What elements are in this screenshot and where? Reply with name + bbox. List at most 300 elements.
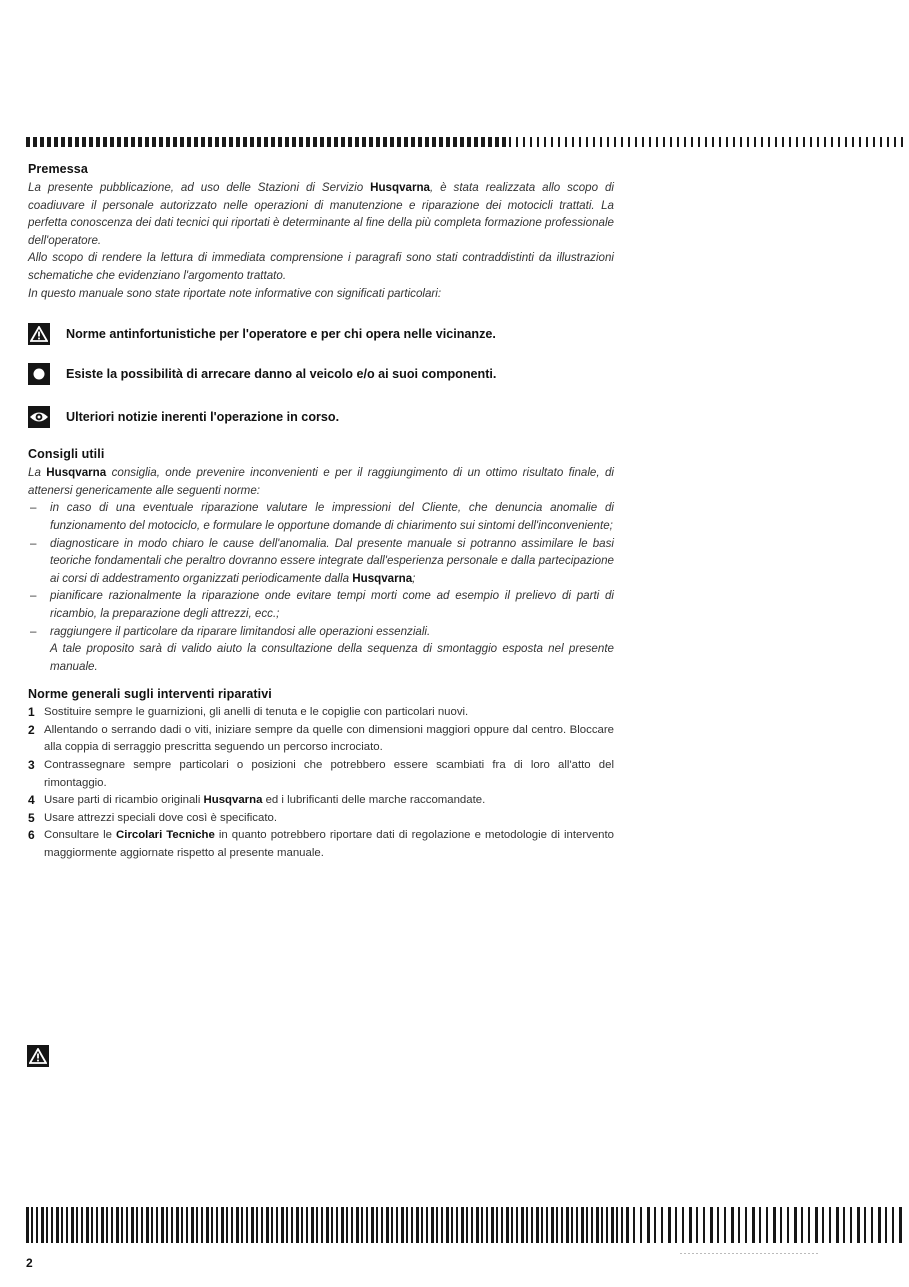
decorative-bar	[243, 137, 247, 147]
decorative-bar	[131, 1207, 134, 1243]
decorative-bar	[571, 1207, 573, 1243]
decorative-bar	[229, 137, 233, 147]
decorative-bar	[383, 137, 387, 147]
decorative-bar	[531, 1207, 533, 1243]
decorative-bar	[838, 137, 840, 147]
decorative-bar	[426, 1207, 428, 1243]
decorative-bar	[766, 1207, 768, 1243]
premessa-paragraph-2: Allo scopo di rendere la lettura di immediata comprensione i paragrafi sono stati contraddistinti da illustrazioni schematiche che evidenziano l'argomento trattato.	[28, 251, 614, 282]
eye-icon	[28, 406, 50, 428]
decorative-bar	[401, 1207, 404, 1243]
decorative-bar	[121, 1207, 123, 1243]
decorative-bar	[171, 1207, 173, 1243]
decorative-bar	[161, 1207, 164, 1243]
consigli-heading: Consigli utili	[28, 447, 105, 462]
decorative-bar	[208, 137, 212, 147]
norme-section	[28, 687, 614, 862]
main-content	[28, 162, 614, 863]
decorative-bar	[684, 137, 686, 147]
decorative-bar	[467, 137, 471, 147]
decorative-bar	[26, 137, 30, 147]
decorative-bar	[246, 1207, 248, 1243]
decorative-bar	[31, 1207, 33, 1243]
brand-name: Husqvarna	[46, 466, 107, 480]
decorative-bar	[446, 1207, 449, 1243]
decorative-bar	[845, 137, 847, 147]
list-item: 4 Usare parti di ricambio originali Husqvarna ed i lubrificanti delle marche raccomandate.	[28, 793, 486, 808]
decorative-bar	[66, 1207, 68, 1243]
norme-heading: Norme generali sugli interventi riparativi	[28, 687, 272, 702]
decorative-bar	[747, 137, 749, 147]
list-item: 6 Consultare le Circolari Tecniche in quanto potrebbero riportare dati di regolazione e metodologie di intervento maggiormente aggiornate rispetto al presente manuale.	[28, 828, 614, 860]
decorative-bar	[215, 137, 219, 147]
decorative-bar	[871, 1207, 873, 1243]
decorative-bar	[551, 1207, 554, 1243]
decorative-bar	[376, 137, 380, 147]
decorative-bar	[156, 1207, 158, 1243]
decorative-bar	[346, 1207, 348, 1243]
decorative-bar	[740, 137, 742, 147]
decorative-bar	[271, 137, 275, 147]
list-item: – in caso di una eventuale riparazione valutare le impressioni del Cliente, che denuncia anomalie di funzionamento del motociclo, e formulare le opportune domande di chiarimento sui sintomi dell'inconveniente;	[30, 501, 614, 532]
consigli-closing: A tale proposito sarà di valido aiuto la consultazione della sequenza di smontaggio esposta nel presente manuale.	[50, 642, 614, 673]
decorative-bar	[281, 1207, 284, 1243]
decorative-bar	[54, 137, 58, 147]
decorative-bar	[331, 1207, 333, 1243]
decorative-bar	[600, 137, 602, 147]
decorative-bar	[446, 137, 450, 147]
decorative-bar	[386, 1207, 389, 1243]
decorative-bar	[320, 137, 324, 147]
decorative-bar	[201, 1207, 203, 1243]
decorative-bar	[530, 137, 532, 147]
decorative-bar	[677, 137, 679, 147]
decorative-bar	[829, 1207, 831, 1243]
consigli-intro: La Husqvarna consiglia, onde prevenire inconvenienti e per il raggiungimento di un ottimo risultato finale, di attenersi genericamente alle seguenti norme:	[28, 466, 614, 497]
decorative-bar	[885, 1207, 887, 1243]
list-item: 5 Usare attrezzi speciali dove così è specificato.	[28, 810, 277, 825]
decorative-bar	[226, 1207, 228, 1243]
decorative-bar	[75, 137, 79, 147]
decorative-bar	[391, 1207, 393, 1243]
decorative-bar	[661, 1207, 663, 1243]
decorative-bar	[689, 1207, 692, 1243]
decorative-bar	[36, 1207, 38, 1243]
decorative-bar	[397, 137, 401, 147]
decorative-bar	[431, 1207, 434, 1243]
decorative-bar	[516, 1207, 518, 1243]
decorative-bar	[576, 1207, 578, 1243]
decorative-bar	[341, 137, 345, 147]
decorative-bar	[759, 1207, 761, 1243]
decorative-bar	[103, 137, 107, 147]
decorative-bar	[311, 1207, 314, 1243]
list-item: – pianificare razionalmente la riparazione onde evitare tempi morti come ad esempio il prelievo di parti di ricambio, la preparazione degli attrezzi, ecc.;	[30, 589, 614, 620]
callout-damage	[28, 362, 614, 386]
decorative-bar	[256, 1207, 258, 1243]
decorative-bar	[572, 137, 574, 147]
decorative-bar	[780, 1207, 782, 1243]
decorative-bar	[201, 137, 205, 147]
decorative-bar	[775, 137, 777, 147]
decorative-bar	[61, 137, 65, 147]
faint-divider	[680, 1253, 820, 1254]
decorative-bar	[733, 137, 735, 147]
decorative-bar	[436, 1207, 438, 1243]
decorative-bar	[366, 1207, 368, 1243]
decorative-bar	[159, 137, 163, 147]
decorative-bar	[136, 1207, 138, 1243]
decorative-bar	[416, 1207, 419, 1243]
decorative-bar	[299, 137, 303, 147]
decorative-bar	[649, 137, 651, 147]
decorative-bar	[68, 137, 72, 147]
decorative-bar	[46, 1207, 48, 1243]
decorative-bar	[705, 137, 707, 147]
decorative-bar	[506, 1207, 509, 1243]
decorative-bar	[461, 1207, 464, 1243]
decorative-bar	[351, 1207, 353, 1243]
decorative-bar	[899, 1207, 902, 1243]
decorative-bar	[502, 137, 506, 147]
decorative-bar	[180, 137, 184, 147]
decorative-bar	[628, 137, 630, 147]
norme-list	[28, 704, 614, 862]
decorative-bar	[47, 137, 51, 147]
decorative-bar	[850, 1207, 852, 1243]
decorative-bar	[670, 137, 672, 147]
decorative-bar	[717, 1207, 719, 1243]
damage-dot-icon	[28, 363, 50, 385]
decorative-bar	[546, 1207, 548, 1243]
decorative-bar	[356, 1207, 359, 1243]
decorative-bar	[292, 137, 296, 147]
decorative-bar	[236, 137, 240, 147]
decorative-bar	[843, 1207, 845, 1243]
decorative-bar	[640, 1207, 642, 1243]
decorative-bar	[241, 1207, 243, 1243]
premessa-paragraph-1: La presente pubblicazione, ad uso delle Stazioni di Servizio Husqvarna, è stata realizzata allo scopo di coadiuvare il personale autorizzato nelle operazioni di manutenzione e riparazione dei motocicli trattati. La perfetta conoscenza dei dati tecnici qui riportati è determinante al fine della più completa formazione professionale dell'operatore.	[28, 181, 614, 247]
decorative-bar	[476, 1207, 479, 1243]
decorative-bar	[336, 1207, 338, 1243]
decorative-bar	[496, 1207, 498, 1243]
decorative-bar	[396, 1207, 398, 1243]
decorative-bar	[698, 137, 700, 147]
decorative-bar	[361, 1207, 363, 1243]
decorative-bar	[511, 1207, 513, 1243]
decorative-bar	[381, 1207, 383, 1243]
decorative-bar	[33, 137, 37, 147]
decorative-bar	[561, 1207, 563, 1243]
decorative-bar	[456, 1207, 458, 1243]
brand-name: Husqvarna	[203, 794, 263, 807]
decorative-bar	[654, 1207, 656, 1243]
decorative-bar	[432, 137, 436, 147]
decorative-bar	[460, 137, 464, 147]
decorative-bar	[51, 1207, 53, 1243]
decorative-bar	[682, 1207, 684, 1243]
decorative-bar	[101, 1207, 104, 1243]
decorative-bar	[745, 1207, 747, 1243]
decorative-bar	[892, 1207, 894, 1243]
bottom-decorative-bars	[26, 1207, 904, 1243]
decorative-bar	[117, 137, 121, 147]
callout-info	[28, 405, 614, 429]
decorative-bar	[894, 137, 896, 147]
decorative-bar	[71, 1207, 74, 1243]
decorative-bar	[96, 137, 100, 147]
decorative-bar	[710, 1207, 713, 1243]
decorative-bar	[173, 137, 177, 147]
decorative-bar	[371, 1207, 374, 1243]
decorative-bar	[544, 137, 546, 147]
decorative-bar	[712, 137, 714, 147]
decorative-bar	[488, 137, 492, 147]
decorative-bar	[808, 1207, 810, 1243]
decorative-bar	[231, 1207, 233, 1243]
decorative-bar	[581, 1207, 584, 1243]
decorative-bar	[91, 1207, 93, 1243]
callout-safety	[28, 322, 614, 346]
decorative-bar	[642, 137, 644, 147]
brand-name: Husqvarna	[370, 181, 430, 194]
decorative-bar	[221, 1207, 224, 1243]
decorative-bar	[901, 137, 903, 147]
decorative-bar	[787, 1207, 789, 1243]
decorative-bar	[761, 137, 763, 147]
decorative-bar	[696, 1207, 698, 1243]
decorative-bar	[411, 1207, 413, 1243]
decorative-bar	[131, 137, 135, 147]
decorative-bar	[586, 1207, 588, 1243]
decorative-bar	[261, 1207, 263, 1243]
top-decorative-bars	[26, 137, 906, 147]
decorative-bar	[526, 1207, 528, 1243]
decorative-bar	[425, 137, 429, 147]
decorative-bar	[566, 1207, 569, 1243]
premessa-heading: Premessa	[28, 162, 88, 176]
warning-triangle-icon	[28, 323, 50, 345]
decorative-bar	[691, 137, 693, 147]
decorative-bar	[390, 137, 394, 147]
decorative-bar	[866, 137, 868, 147]
decorative-bar	[376, 1207, 378, 1243]
decorative-bar	[536, 1207, 539, 1243]
decorative-bar	[418, 137, 422, 147]
decorative-bar	[565, 137, 567, 147]
list-item: 1 Sostituire sempre le guarnizioni, gli anelli di tenuta e le copiglie con particolari nuovi.	[28, 705, 469, 720]
list-item: 2 Allentando o serrando dadi o viti, iniziare sempre da quelle con dimensioni maggiori oppure dal centro. Bloccare alla coppia di serraggio prescritta seguendo un percorso incrociato.	[28, 722, 614, 754]
decorative-bar	[647, 1207, 650, 1243]
decorative-bar	[601, 1207, 603, 1243]
callout-safety-text: Norme antinfortunistiche per l'operatore e per chi opera nelle vicinanze.	[66, 327, 496, 342]
decorative-bar	[441, 1207, 443, 1243]
premessa-section	[28, 162, 614, 302]
decorative-bar	[151, 1207, 153, 1243]
decorative-bar	[96, 1207, 98, 1243]
list-item: 3 Contrassegnare sempre particolari o posizioni che potrebbero essere scambiati fra di loro all'atto del rimontaggio.	[28, 758, 614, 789]
decorative-bar	[211, 1207, 213, 1243]
decorative-bar	[864, 1207, 866, 1243]
decorative-bar	[509, 137, 511, 147]
decorative-bar	[271, 1207, 273, 1243]
decorative-bar	[663, 137, 665, 147]
decorative-bar	[656, 137, 658, 147]
decorative-bar	[521, 1207, 524, 1243]
consigli-list	[28, 499, 614, 640]
decorative-bar	[196, 1207, 198, 1243]
decorative-bar	[276, 1207, 278, 1243]
list-item: – diagnosticare in modo chiaro le cause dell'anomalia. Dal presente manuale si potranno assimilare le basi teoriche fondamentali che peraltro dovranno essere integrate dall'esperienza personale e dalla partecipazione ai corsi di addestramento organizzati periodicamente dalla Husqvarna;	[30, 536, 614, 585]
premessa-paragraph-3: In questo manuale sono state riportate note informative con significati particolari:	[28, 286, 442, 300]
decorative-bar	[181, 1207, 183, 1243]
decorative-bar	[579, 137, 581, 147]
decorative-bar	[285, 137, 289, 147]
decorative-bar	[89, 137, 93, 147]
decorative-bar	[803, 137, 805, 147]
decorative-bar	[523, 137, 525, 147]
decorative-bar	[537, 137, 539, 147]
decorative-bar	[286, 1207, 288, 1243]
decorative-bar	[817, 137, 819, 147]
brand-name: Husqvarna	[352, 571, 413, 585]
decorative-bar	[822, 1207, 824, 1243]
decorative-bar	[616, 1207, 618, 1243]
decorative-bar	[558, 137, 560, 147]
decorative-bar	[586, 137, 588, 147]
decorative-bar	[495, 137, 499, 147]
decorative-bar	[551, 137, 553, 147]
decorative-bar	[801, 1207, 803, 1243]
decorative-bar	[355, 137, 359, 147]
warning-triangle-icon	[27, 1045, 49, 1067]
decorative-bar	[626, 1207, 629, 1243]
decorative-bar	[593, 137, 595, 147]
decorative-bar	[451, 1207, 453, 1243]
decorative-bar	[421, 1207, 423, 1243]
decorative-bar	[831, 137, 833, 147]
consigli-section	[28, 447, 614, 675]
decorative-bar	[852, 137, 854, 147]
decorative-bar	[348, 137, 352, 147]
decorative-bar	[145, 137, 149, 147]
decorative-bar	[176, 1207, 179, 1243]
decorative-bar	[321, 1207, 323, 1243]
decorative-bar	[26, 1207, 29, 1243]
decorative-bar	[824, 137, 826, 147]
decorative-bar	[768, 137, 770, 147]
decorative-bar	[719, 137, 721, 147]
decorative-bar	[516, 137, 518, 147]
decorative-bar	[362, 137, 366, 147]
decorative-bar	[614, 137, 616, 147]
decorative-bar	[859, 137, 861, 147]
decorative-bar	[471, 1207, 473, 1243]
decorative-bar	[301, 1207, 303, 1243]
decorative-bar	[668, 1207, 671, 1243]
decorative-bar	[621, 137, 623, 147]
decorative-bar	[40, 137, 44, 147]
decorative-bar	[138, 137, 142, 147]
decorative-bar	[675, 1207, 677, 1243]
decorative-bar	[111, 1207, 113, 1243]
decorative-bar	[878, 1207, 881, 1243]
decorative-bar	[481, 137, 485, 147]
decorative-bar	[439, 137, 443, 147]
decorative-bar	[316, 1207, 318, 1243]
decorative-bar	[341, 1207, 344, 1243]
decorative-bar	[191, 1207, 194, 1243]
decorative-bar	[501, 1207, 503, 1243]
decorative-bar	[41, 1207, 44, 1243]
decorative-bar	[887, 137, 889, 147]
decorative-bar	[607, 137, 609, 147]
decorative-bar	[411, 137, 415, 147]
decorative-bar	[369, 137, 373, 147]
decorative-bar	[754, 137, 756, 147]
decorative-bar	[404, 137, 408, 147]
decorative-bar	[474, 137, 478, 147]
decorative-bar	[86, 1207, 89, 1243]
decorative-bar	[326, 1207, 329, 1243]
decorative-bar	[186, 1207, 188, 1243]
decorative-bar	[726, 137, 728, 147]
decorative-bar	[621, 1207, 623, 1243]
decorative-bar	[796, 137, 798, 147]
decorative-bar	[82, 137, 86, 147]
decorative-bar	[166, 1207, 168, 1243]
decorative-bar	[257, 137, 261, 147]
decorative-bar	[406, 1207, 408, 1243]
decorative-bar	[773, 1207, 776, 1243]
decorative-bar	[106, 1207, 108, 1243]
decorative-bar	[126, 1207, 128, 1243]
decorative-bar	[251, 1207, 254, 1243]
decorative-bar	[873, 137, 875, 147]
decorative-bar	[124, 137, 128, 147]
decorative-bar	[110, 137, 114, 147]
decorative-bar	[222, 137, 226, 147]
decorative-bar	[146, 1207, 149, 1243]
list-item: – raggiungere il particolare da riparare limitandosi alle operazioni essenziali.	[30, 624, 431, 638]
circolari-tecniche: Circolari Tecniche	[116, 829, 215, 842]
decorative-bar	[216, 1207, 218, 1243]
decorative-bar	[206, 1207, 209, 1243]
decorative-bar	[794, 1207, 797, 1243]
decorative-bar	[857, 1207, 860, 1243]
callout-info-text: Ulteriori notizie inerenti l'operazione in corso.	[66, 410, 340, 425]
decorative-bar	[166, 137, 170, 147]
decorative-bar	[491, 1207, 494, 1243]
decorative-bar	[306, 1207, 308, 1243]
decorative-bar	[291, 1207, 293, 1243]
decorative-bar	[703, 1207, 705, 1243]
decorative-bar	[313, 137, 317, 147]
decorative-bar	[306, 137, 310, 147]
decorative-bar	[541, 1207, 543, 1243]
decorative-bar	[556, 1207, 558, 1243]
decorative-bar	[266, 1207, 269, 1243]
decorative-bar	[606, 1207, 608, 1243]
decorative-bar	[194, 137, 198, 147]
decorative-bar	[236, 1207, 239, 1243]
decorative-bar	[61, 1207, 63, 1243]
decorative-bar	[264, 137, 268, 147]
decorative-bar	[836, 1207, 839, 1243]
decorative-bar	[250, 137, 254, 147]
decorative-bar	[334, 137, 338, 147]
decorative-bar	[596, 1207, 599, 1243]
